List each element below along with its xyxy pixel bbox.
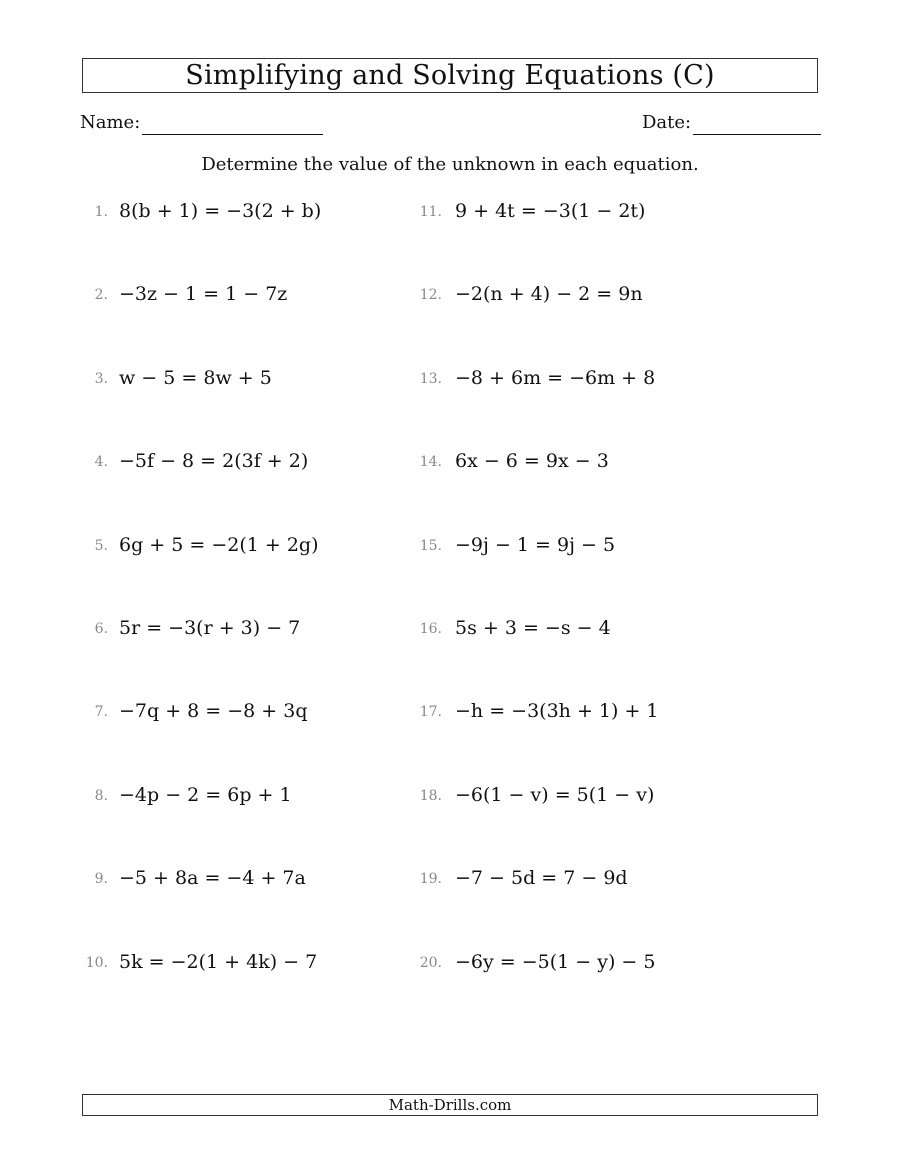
problem-equation: w − 5 = 8w + 5 [119,367,272,389]
problem-number: 15. [419,538,442,554]
problem-equation: 8(b + 1) = −3(2 + b) [119,200,322,222]
problem-number: 18. [419,788,442,804]
problem-equation: −4p − 2 = 6p + 1 [119,784,292,806]
problem-equation: −5f − 8 = 2(3f + 2) [119,450,309,472]
date-line [693,134,821,135]
problem-equation: 5s + 3 = −s − 4 [455,617,611,639]
problem-number: 16. [419,621,442,637]
problem-number: 2. [94,287,108,303]
problem-equation: 6g + 5 = −2(1 + 2g) [119,534,319,556]
problem-number: 8. [94,788,108,804]
worksheet-title: Simplifying and Solving Equations (C) [82,58,818,93]
problem-number: 1. [94,204,108,220]
name-label: Name: [80,112,141,133]
problem-equation: 5k = −2(1 + 4k) − 7 [119,951,318,973]
problem-number: 12. [419,287,442,303]
problem-number: 7. [94,704,108,720]
footer: Math-Drills.com [82,1094,818,1116]
problem-number: 5. [94,538,108,554]
instructions: Determine the value of the unknown in each equation. [201,154,699,175]
problem-number: 17. [419,704,442,720]
problem-equation: −5 + 8a = −4 + 7a [119,867,306,889]
problem-number: 19. [419,871,442,887]
problem-equation: −6y = −5(1 − y) − 5 [455,951,656,973]
problem-equation: 6x − 6 = 9x − 3 [455,450,609,472]
problem-equation: −h = −3(3h + 1) + 1 [455,700,659,722]
problem-equation: −6(1 − v) = 5(1 − v) [455,784,655,806]
problem-number: 3. [94,371,108,387]
problem-number: 9. [94,871,108,887]
problem-equation: 5r = −3(r + 3) − 7 [119,617,301,639]
problem-equation: −8 + 6m = −6m + 8 [455,367,656,389]
problem-number: 6. [94,621,108,637]
problem-number: 10. [85,955,108,971]
problem-equation: −7q + 8 = −8 + 3q [119,700,308,722]
problem-number: 20. [419,955,442,971]
problem-equation: −2(n + 4) − 2 = 9n [455,283,643,305]
problem-equation: −9j − 1 = 9j − 5 [455,534,616,556]
name-line [142,134,323,135]
problem-equation: −3z − 1 = 1 − 7z [119,283,288,305]
problem-equation: −7 − 5d = 7 − 9d [455,867,628,889]
problem-number: 13. [419,371,442,387]
problem-equation: 9 + 4t = −3(1 − 2t) [455,200,646,222]
date-label: Date: [642,112,692,133]
problem-number: 11. [419,204,442,220]
problem-number: 4. [94,454,108,470]
problem-number: 14. [419,454,442,470]
